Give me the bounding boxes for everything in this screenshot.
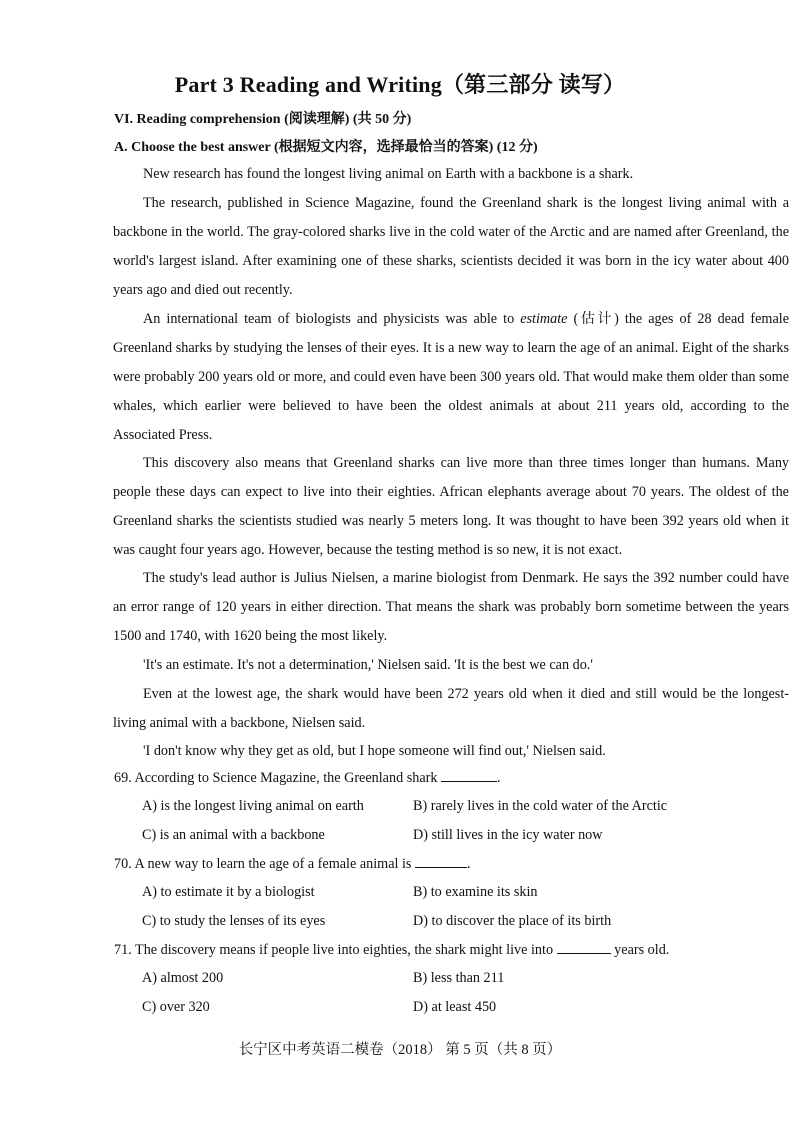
passage-paragraph-6: 'It's an estimate. It's not a determination,' Nielsen said. 'It is the best we can do.' [143, 657, 593, 673]
option-70-c[interactable]: C) to study the lenses of its eyes [142, 913, 326, 929]
passage-paragraph-5: The study's lead author is Julius Nielsen, a marine biologist from Denmark. He says the 392 number could have an error range of 120 years in either direction. That means the shark was probably born sometime between the years 1500 and 1740, with 1620 being the most likely. [113, 570, 789, 644]
option-69-d[interactable]: D) still lives in the icy water now [413, 827, 603, 843]
passage-paragraph-8: 'I don't know why they get as old, but I hope someone will find out,' Nielsen said. [143, 743, 606, 759]
passage-paragraph-2: The research, published in Science Magazine, found the Greenland shark is the longest living animal with a backbone in the world. The gray-colored sharks live in the cold water of the Arctic and are named after Greenland, the world's largest island. After examining one of these sharks, scientists decided it was born in the icy water about 400 years ago and died out recently. [113, 195, 789, 298]
option-69-a[interactable]: A) is the longest living animal on earth [142, 798, 364, 814]
option-69-b[interactable]: B) rarely lives in the cold water of the Arctic [413, 798, 668, 814]
passage-paragraph-4: This discovery also means that Greenland sharks can live more than three times longer than humans. Many people these days can expect to live into their eighties. African elephants average about 70 years. The oldest of the Greenland sharks the scientists studied was nearly 5 meters long. It was thought to have been 392 years old when it was caught four years ago. However, because the testing method is so new, it is not exact. [113, 455, 789, 558]
option-69-c[interactable]: C) is an animal with a backbone [142, 827, 325, 843]
section-heading-reading: VI. Reading comprehension (阅读理解) (共 50 分) [114, 112, 412, 127]
option-71-d[interactable]: D) at least 450 [413, 999, 497, 1015]
question-70: 70. A new way to learn the age of a female animal is . [114, 856, 471, 872]
passage-paragraph-7: Even at the lowest age, the shark would have been 272 years old when it died and still would be the longest-living animal with a backbone, Nielsen said. [113, 686, 789, 731]
option-71-a[interactable]: A) almost 200 [142, 970, 224, 986]
passage-paragraph-1: New research has found the longest living animal on Earth with a backbone is a shark. [143, 166, 634, 182]
question-69: 69. According to Science Magazine, the Greenland shark . [114, 770, 501, 786]
option-71-c[interactable]: C) over 320 [142, 999, 210, 1015]
option-70-a[interactable]: A) to estimate it by a biologist [142, 884, 315, 900]
answer-blank [441, 769, 497, 782]
page-footer: 长宁区中考英语二模卷（2018） 第 5 页（共 8 页） [238, 1042, 562, 1058]
answer-blank [415, 855, 467, 868]
option-71-b[interactable]: B) less than 211 [413, 970, 505, 986]
question-71: 71. The discovery means if people live into eighties, the shark might live into years old. [114, 942, 670, 958]
option-70-d[interactable]: D) to discover the place of its birth [413, 913, 612, 929]
section-heading-choose: A. Choose the best answer (根据短文内容，选择最恰当的答案) (12 分) [114, 140, 538, 155]
page-title: Part 3 Reading and Writing（第三部分 读写） [174, 72, 626, 97]
estimate-word: estimate [520, 311, 568, 327]
answer-blank [557, 941, 611, 954]
passage-paragraph-3: An international team of biologists and physicists was able to estimate (估计) the ages of 28 dead female Greenland sharks by studying the lenses of their eyes. It is a new way to learn the age of an animal. Eight of the sharks were probably 200 years old or more, and could even have been 300 years old. That would make them older than some whales, which earlier were believed to have been the oldest animals at about 211 years old, according to the Associated Press. [113, 311, 789, 443]
option-70-b[interactable]: B) to examine its skin [413, 884, 538, 900]
